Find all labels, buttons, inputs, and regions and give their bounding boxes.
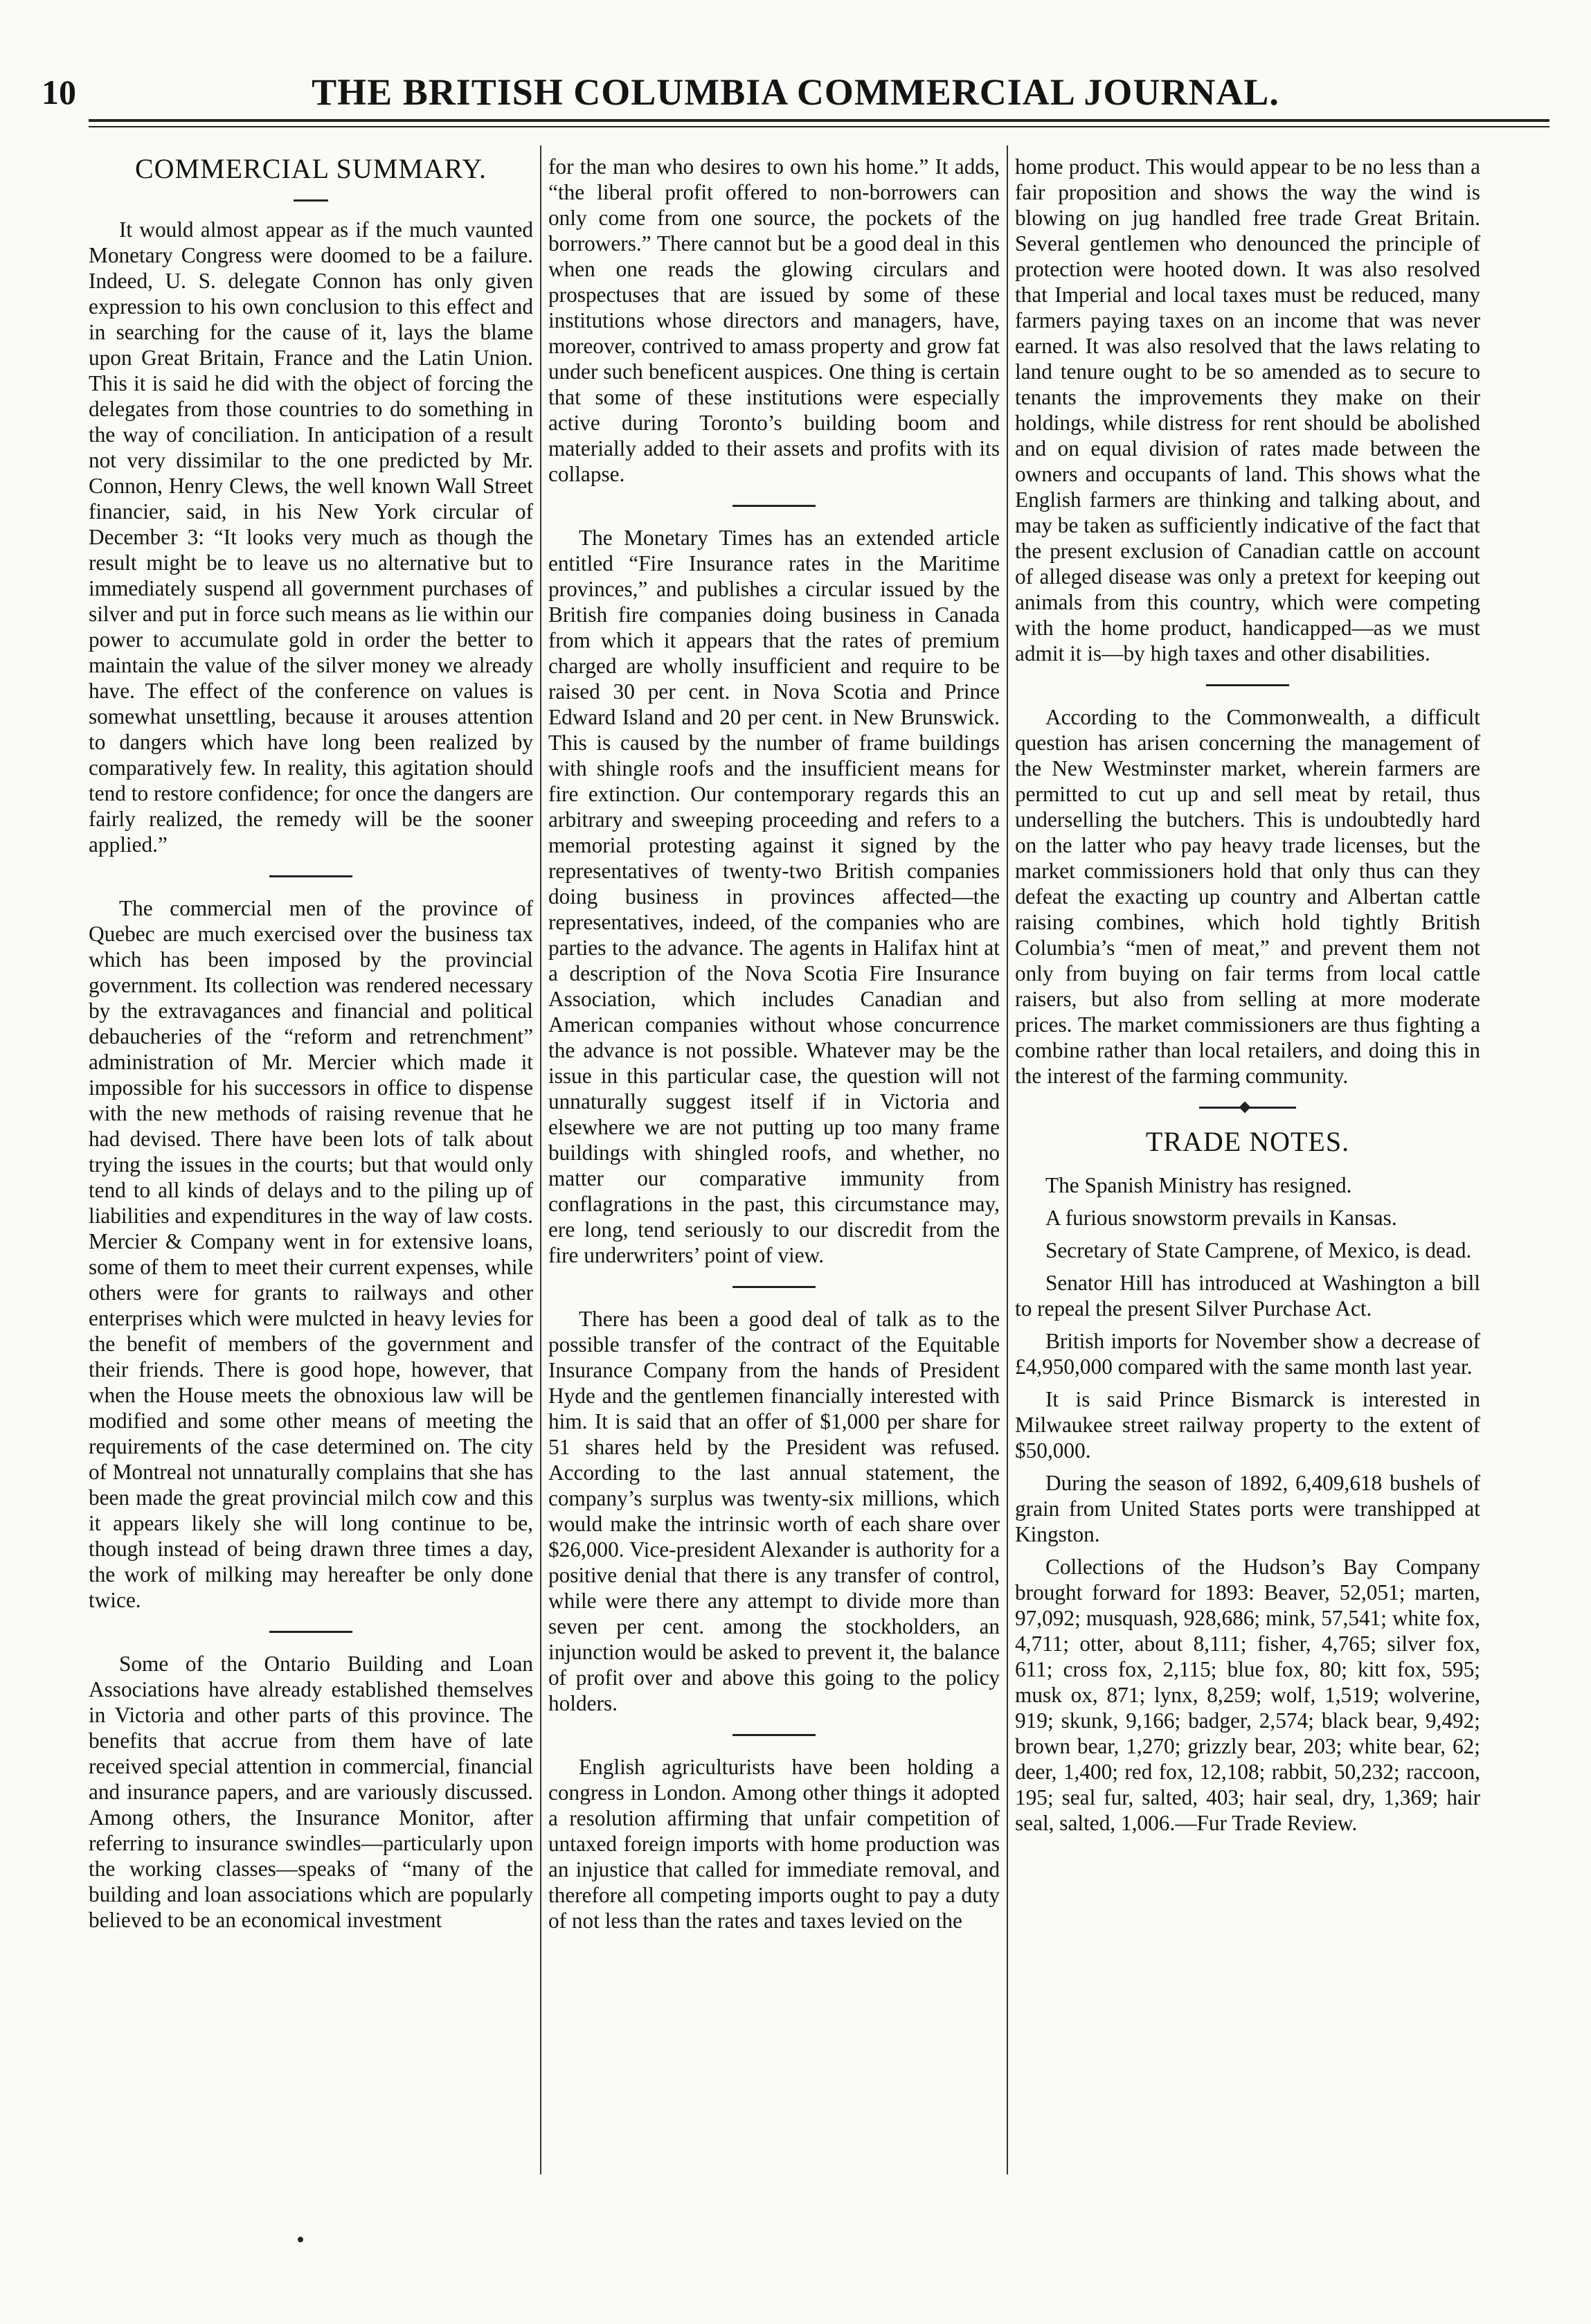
column-3 (1015, 154, 1480, 1836)
heading-divider (294, 199, 328, 202)
article-paragraph: for the man who desires to own his home.” It adds, “the liberal profit offered to non-borrowers can only come from one source, the pockets of the borrowers.” There cannot but be a good deal in this when one reads the glowing circulars and prospectuses that are issued by some of these institutions whose directors and managers, have, moreover, contrived to amass property and grow fat under such beneficent auspices. One thing is certain that some of these institutions were especially active during Toronto’s building boom and materially added to their assets and profits with its collapse. (548, 154, 1000, 486)
article-divider (732, 1286, 816, 1288)
commercial-summary-heading: COMMERCIAL SUMMARY. (134, 153, 487, 184)
trade-notes-rule (1199, 1107, 1296, 1109)
article-paragraph: The Monetary Times has an extended article entitled “Fire Insurance rates in the Maritime provinces,” and publishes a circular issued by the British fire companies doing business in Canada from which it appears that the rates of premium charged are wholly insufficient and require to be raised 30 per cent. in Nova Scotia and Prince Edward Island and 20 per cent. in New Brunswick. This is caused by the number of frame buildings with shingle roofs and the insufficient means for fire extinction. Our contemporary regards this an arbitrary and sweeping proceeding and refers to a memorial protesting against it signed by the representatives of twenty-two British companies doing business in provinces affected—the representatives, indeed, of the companies who are parties to the advance. The agents in Halifax hint at a description of the Nova Scotia Fire Insurance Association, which includes Canadian and American companies without whose concurrence the advance is not possible. Whatever may be the issue in this particular case, the question will not unnaturally suggest itself if in Victoria and elsewhere we are not putting up too many frame buildings with shingled roofs, and whether, no matter our comparative immunity from conflagrations in the past, this circumstance may, ere long, tend seriously to our discredit from the fire underwriters’ point of view. (548, 526, 1000, 1267)
column-divider-1 (540, 145, 541, 2174)
column-divider-2 (1007, 145, 1008, 2174)
ink-dot (298, 2237, 303, 2242)
article-divider (269, 875, 352, 877)
column-2 (548, 154, 1000, 1933)
article-paragraph: There has been a good deal of talk as to the possible transfer of the contract of the Equitable Insurance Company from the hands of President Hyde and the gentlemen financially interested with him. It is said that an offer of $1,000 per share for 51 shares held by the President was refused. According to the last annual statement, the company’s surplus was twenty-six millions, which would make the intrinsic worth of each share over $26,000. Vice-president Alexander is authority for a positive denial that there is any transfer of control, while were there any attempt to divide more than seven per cent. among the stockholders, an injunction would be asked to prevent it, the balance of profit over and above this going to the policy holders. (548, 1307, 1000, 1715)
trade-note: A furious snowstorm prevails in Kansas. (1045, 1206, 1397, 1230)
trade-note: The Spanish Ministry has resigned. (1045, 1173, 1352, 1197)
trade-note: Collections of the Hudson’s Bay Company brought forward for 1893: Beaver, 52,051; marten, 97,092; musquash, 928,686; mink, 57,541; white fox, 4,711; otter, about 8,111; fisher, 4,765; silver fox, 611; cross fox, 2,115; blue fox, 80; kitt fox, 595; musk ox, 871; lynx, 8,259; wolf, 1,519; wolverine, 919; skunk, 9,166; badger, 2,574; black bear, 9,492; brown bear, 1,270; grizzly bear, 203; white bear, 62; deer, 1,400; red fox, 12,108; rabbit, 50,232; raccoon, 195; seal fur, salted, 403; hair seal, dry, 1,369; hair seal, salted, 1,006.—Fur Trade Review. (1015, 1555, 1480, 1835)
masthead (42, 68, 1549, 116)
article-paragraph: It would almost appear as if the much vaunted Monetary Congress were doomed to be a failure. Indeed, U. S. delegate Connon has only given expression to his own conclusion to this effect and in searching for the cause of it, lays the blame upon Great Britain, France and the Latin Union. This it is said he did with the object of forcing the delegates from those countries to do something in the way of conciliation. In anticipation of a result not very dissimilar to the one predicted by Mr. Connon, Henry Clews, the well known Wall Street financier, said, in his New York circular of December 3: “It looks very much as though the result might be to leave us no alternative but to immediately suspend all government purchases of silver and put in force such means as lie within our power to accumulate gold in order the better to maintain the value of the silver money we already have. The effect of the conference on values is somewhat unsettling, because it arouses attention to dangers which have long been realized by comparatively few. In reality, this agitation should tend to restore confidence; for once the dangers are fairly realized, the remedy will be the sooner applied.” (89, 217, 533, 857)
article-divider (269, 1631, 352, 1633)
trade-note: Secretary of State Camprene, of Mexico, is dead. (1045, 1238, 1472, 1262)
header-rule-thin (89, 126, 1549, 127)
trade-notes-heading: TRADE NOTES. (1145, 1126, 1350, 1157)
column-1 (89, 154, 533, 1933)
page-number: 10 (42, 73, 76, 111)
trade-note: During the season of 1892, 6,409,618 bushels of grain from United States ports were transhipped at Kingston. (1015, 1471, 1480, 1546)
article-paragraph: According to the Commonwealth, a difficult question has arisen concerning the management of the New Westminster market, wherein farmers are permitted to cut up and sell meat by retail, thus underselling the butchers. This is undoubtedly hard on the latter who pay heavy trade licenses, but the market commissioners hold that only thus can they defeat the exacting up country and Albertan cattle raising combines, which hold tightly British Columbia’s “men of meat,” and prevent them not only from buying on fair terms from local cattle raisers, but also from selling at more moderate prices. The market commissioners are thus fighting a combine rather than local retailers, and doing this in the interest of the farming community. (1015, 705, 1480, 1088)
header-rule (89, 119, 1549, 122)
trade-note: British imports for November show a decrease of £4,950,000 compared with the same month last year. (1015, 1329, 1480, 1379)
trade-note: Senator Hill has introduced at Washington a bill to repeal the present Silver Purchase Act. (1015, 1271, 1480, 1321)
article-divider (732, 505, 816, 507)
article-paragraph: English agriculturists have been holding a congress in London. Among other things it adopted a resolution affirming that unfair competition of untaxed foreign imports with home production was an injustice that called for immediate removal, and therefore all competing imports ought to pay a duty of not less than the rates and taxes levied on the (548, 1755, 1000, 1933)
journal-title: THE BRITISH COLUMBIA COMMERCIAL JOURNAL. (312, 71, 1279, 113)
trade-note: It is said Prince Bismarck is interested in Milwaukee street railway property to the extent of $50,000. (1015, 1387, 1480, 1463)
article-divider (732, 1734, 816, 1736)
article-divider (1206, 684, 1289, 686)
article-paragraph: home product. This would appear to be no less than a fair proposition and shows the way the wind is blowing on jug handled free trade Great Britain. Several gentlemen who denounced the principle of protection were hooted down. It was also resolved that Imperial and local taxes must be reduced, many farmers paying taxes on an income that was never earned. It was also resolved that the laws relating to land tenure ought to be so amended as to secure to tenants the improvements they make on their holdings, while distress for rent should be abolished and on equal division of rates made between the owners and occupants of land. This shows what the English farmers are thinking and talking about, and may be taken as sufficiently indicative of the fact that the present exclusion of Canadian cattle on account of alleged disease was only a pretext for keeping out animals from this country, which were competing with the home product, handicapped—as we must admit it is—by high taxes and other disabilities. (1015, 154, 1480, 665)
article-paragraph: Some of the Ontario Building and Loan Associations have already established themselves in Victoria and other parts of this province. The benefits that accrue from them have of late received special attention in commercial, financial and insurance papers, and are variously discussed. Among others, the Insurance Monitor, after referring to insurance swindles—particularly upon the working classes—speaks of “many of the building and loan associations which are popularly believed to be an economical investment (89, 1652, 533, 1932)
article-paragraph: The commercial men of the province of Quebec are much exercised over the business tax which has been imposed by the provincial government. Its collection was rendered necessary by the extravagances and financial and political debaucheries of the “reform and retrenchment” administration of Mr. Mercier which made it impossible for his successors in office to dispense with the new methods of raising revenue that he had devised. There have been lots of talk about trying the issues in the courts; but that would only tend to all kinds of delays and to the piling up of liabilities and expenditures in the way of law costs. Mercier & Company went in for extensive loans, some of them to meet their current expenses, while others were for grants to railways and other enterprises which were mulcted in heavy levies for the benefit of members of the government and their friends. There is good hope, however, that when the House meets the obnoxious law will be modified and some other means of meeting the requirements of the case determined on. The city of Montreal not unnaturally complains that she has been made the great provincial milch cow and this it appears likely she will long continue to be, though instead of being drawn three times a day, the work of milking may hereafter be only done twice. (89, 896, 533, 1612)
